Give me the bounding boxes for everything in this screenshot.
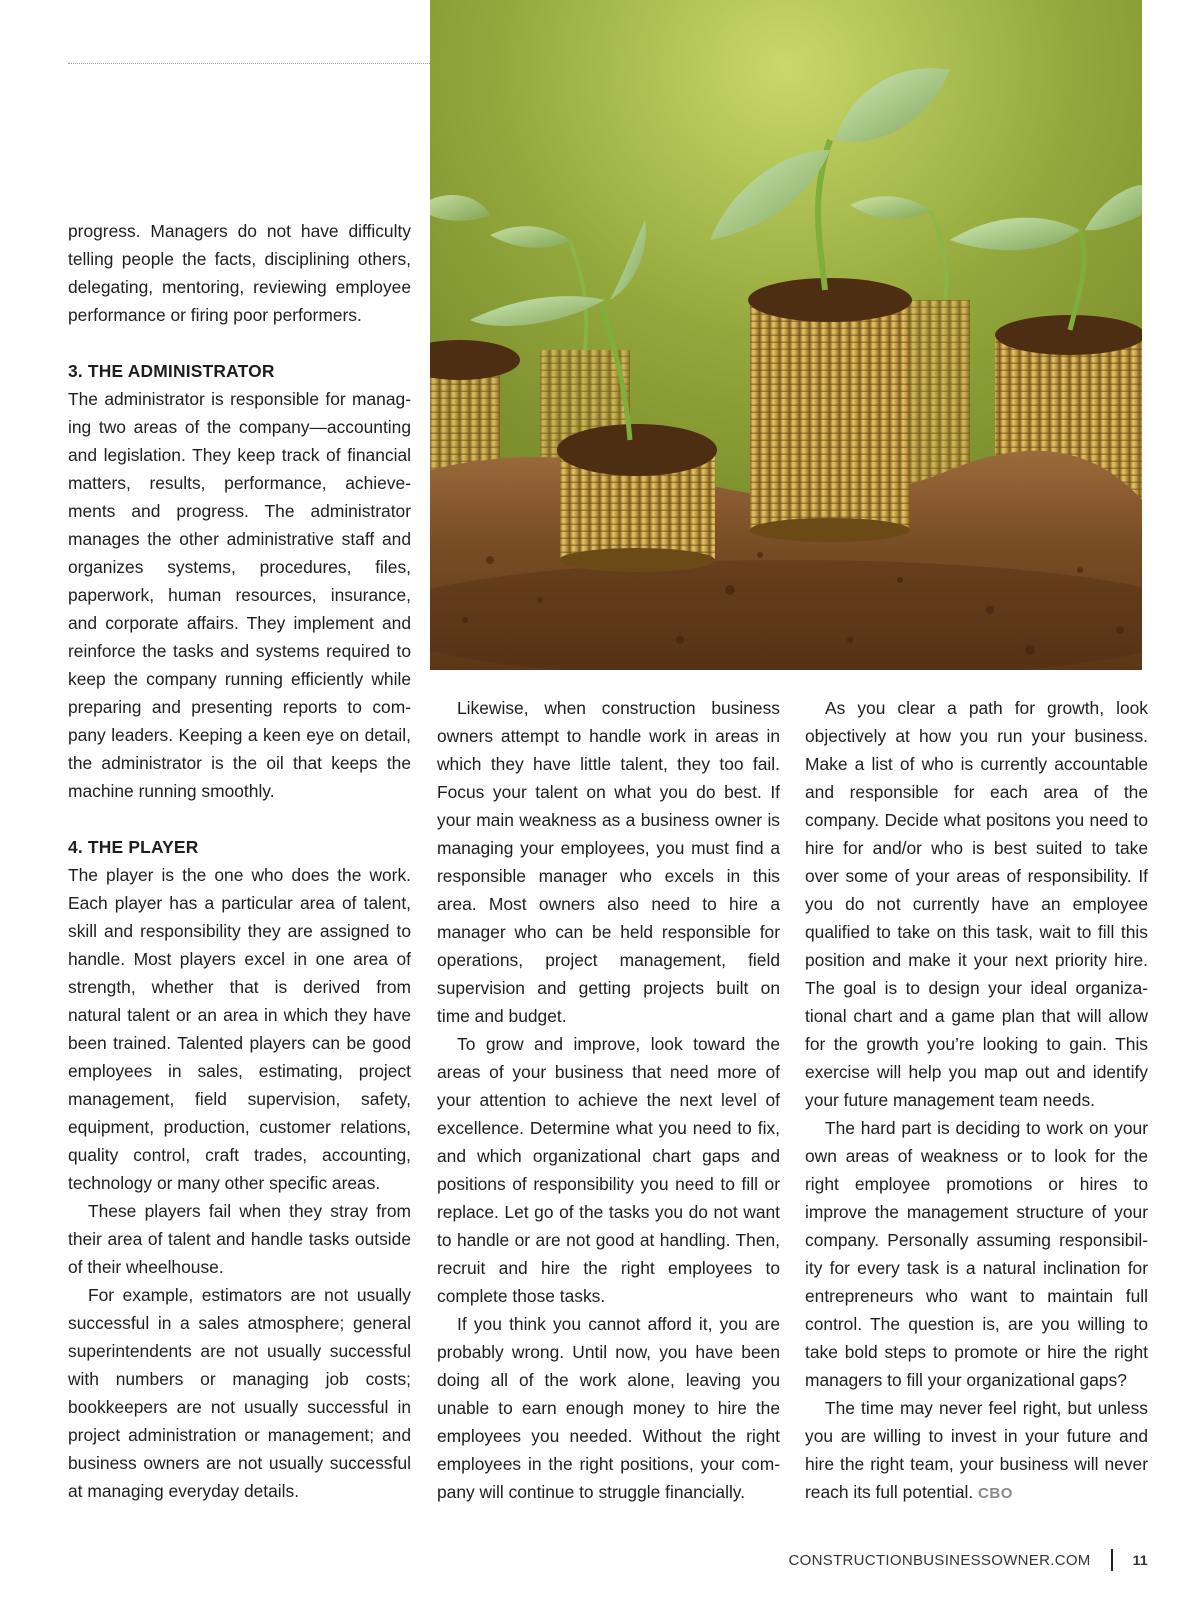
page-number: 11: [1132, 1552, 1148, 1568]
paragraph-player-3: For example, estimators are not usually successful in a sales atmosphere; general superintendents are not usually successful with numbers or managing job costs; bookkeepers are not usually successful in project administration or management; and business owners are not usually successful at managing everyday details.: [68, 1285, 411, 1501]
paragraph-player-2: These players fail when they stray from their area of talent and handle tasks outside of their wheelhouse.: [68, 1201, 411, 1277]
paragraph-likewise: Likewise, when construction business owners attempt to handle work in areas in which they have little talent, they too fail. Focus your talent on what you do best. If your main weakness as a business owner is managing your employees, you must find a responsible manager who excels in this area. Most owners also need to hire a manager who can be held responsible for operations, project management, field supervision and getting projects built on time and budget.: [437, 698, 780, 1026]
paragraph-intro: progress. Managers do not have difficulty telling people the facts, disciplining others, delegating, mentoring, reviewing employee performance or firing poor performers.: [68, 221, 411, 325]
paragraph-grow-improve: To grow and improve, look toward the areas of your business that need more of your attention to achieve the next level of excellence. Determine what you need to fix, and which organizational chart gaps and positions of responsibility you need to fill or replace. Let go of the tasks you do not want to handle or are not good at handling. Then, recruit and hire the right employees to complete those tasks.: [437, 1034, 780, 1306]
page-footer: [789, 1547, 1148, 1573]
footer-site-url: CONSTRUCTIONBUSINESSOWNER.COM: [788, 1551, 1091, 1569]
paragraph-time-text: The time may never feel right, but unless you are willing to invest in your future and hire the right team, your business will never reach its full potential.: [805, 1398, 1148, 1502]
footer-divider: [1111, 1549, 1113, 1571]
header-rule: [68, 63, 430, 64]
heading-administrator: 3. THE ADMINISTRATOR: [68, 361, 275, 381]
column-middle: [437, 694, 780, 1506]
paragraph-clear-path: As you clear a path for growth, look objectively at how you run your business. Make a list of who is currently accountable and responsible for each area of the company. Decide what positons you need to hire for and/or who is best suited to take over some of your areas of responsibility. If you do not currently have an employee qualified to take on this task, wait to fill this position and make it your next priority hire. The goal is to design your ideal organizational chart and a game plan that will allow for the growth you’re looking to gain. This exercise will help you map out and identify your future management team needs.: [805, 698, 1148, 1110]
heading-player: 4. THE PLAYER: [68, 837, 199, 857]
paragraph-administrator: The administrator is responsible for managing two areas of the company—accounting and legislation. They keep track of financial matters, results, performance, achievements and progress. The administrator manages the other administrative staff and organizes systems, procedures, files, paperwork, human resources, insurance, and corporate affairs. They implement and reinforce the tasks and systems required to keep the company running efficiently while preparing and presenting reports to company leaders. Keeping a keen eye on detail, the administrator is the oil that keeps the machine running smoothly.: [68, 389, 411, 801]
article-photo: [430, 0, 1142, 670]
coins-and-seedlings-illustration: [430, 0, 1142, 670]
column-left: [68, 217, 411, 1505]
paragraph-time: [805, 1394, 1148, 1508]
paragraph-hard-part: The hard part is deciding to work on your own areas of weakness or to look for the right employee promotions or hires to improve the management structure of your company. Personally assuming responsibility for every task is a natural inclination for entrepreneurs who want to maintain full control. The question is, are you willing to take bold steps to promote or hire the right managers to fill your organizational gaps?: [805, 1118, 1148, 1390]
paragraph-afford: If you think you cannot afford it, you are probably wrong. Until now, you have been doing all of the work alone, leaving you unable to earn enough money to hire the employees you needed. Without the right employees in the right positions, your company will continue to struggle financially.: [437, 1314, 780, 1502]
column-right: [805, 694, 1148, 1508]
paragraph-player-1: The player is the one who does the work. Each player has a particular area of talent, skill and responsibility they are assigned to handle. Most players excel in one area of strength, whether that is derived from natural talent or an area in which they have been trained. Talented players can be good employees in sales, estimating, project management, field supervision, safety, equipment, production, customer relations, quality control, craft trades, accounting, technology or many other specific areas.: [68, 865, 411, 1193]
end-mark-logo: CBO: [978, 1485, 1013, 1502]
